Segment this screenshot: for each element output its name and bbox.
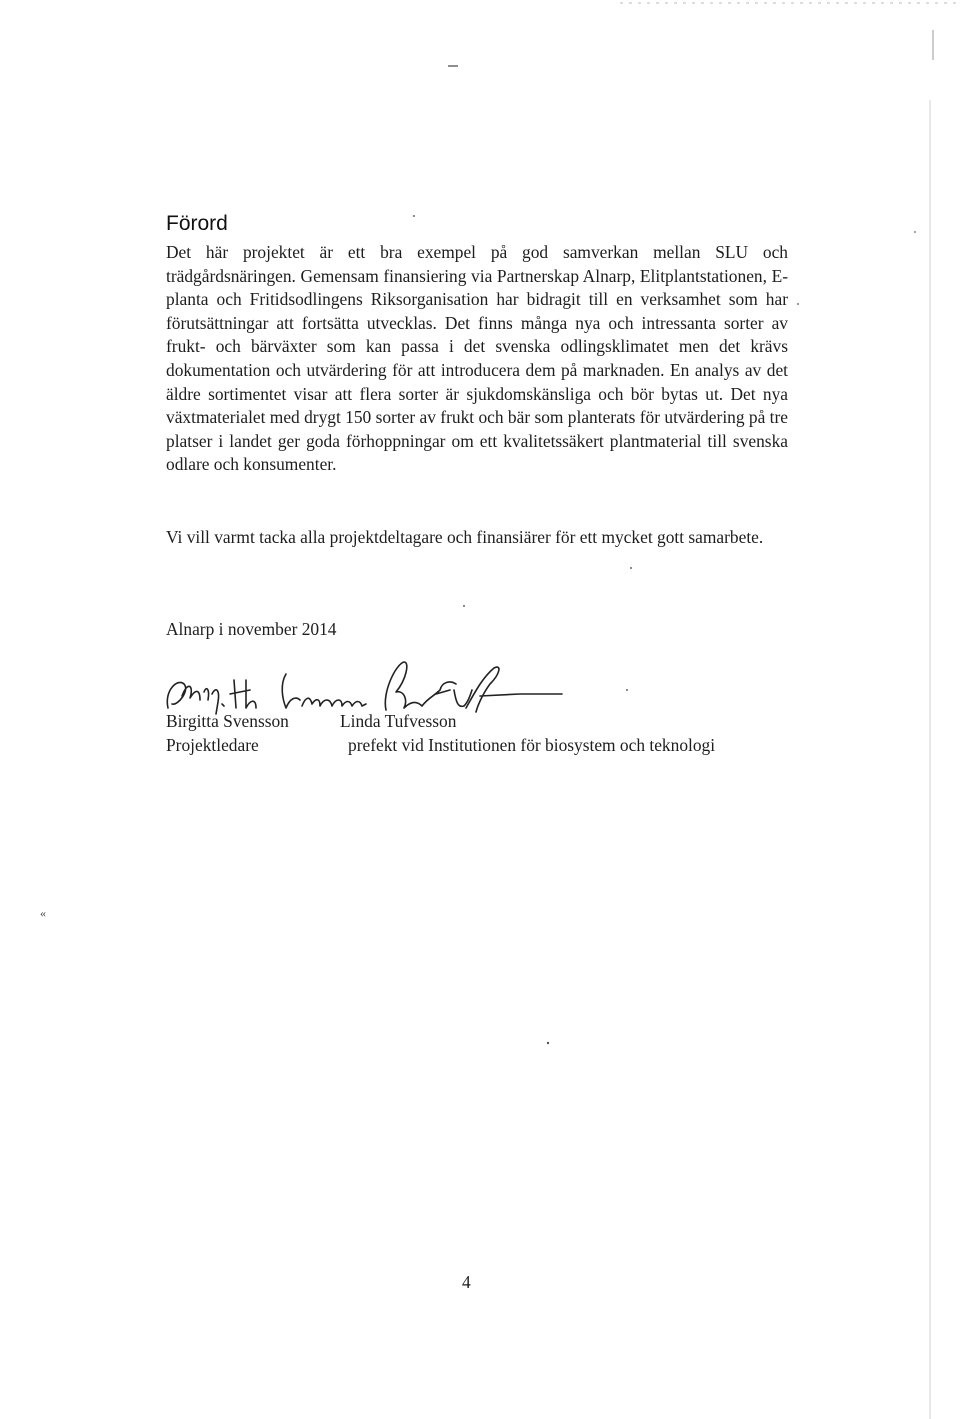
signatory-2-name: Linda Tufvesson bbox=[340, 711, 457, 731]
foreword-paragraph: Det här projektet är ett bra exempel på god samverkan mellan SLU och trädgårdsnäringen. Gemensam finansiering via Partnerskap Alnarp, Elitplantstationen, E-planta och Fritidsodlingens Riksorganisation har bidragit till en verksamhet som har förutsättningar att fortsätta utvecklas. Det finns många nya och intressanta sorter av frukt- och bärväxter som kan passa i det svenska odlingsklimatet men det krävs dokumentation och utvärdering för att introducera dem på marknaden. En analys av det äldre sortimentet visar att flera sorter är sjukdomskänsliga och bör bytas ut. Det nya växtmaterialet med drygt 150 sorter av frukt och bär som planterats för utvärdering på tre platser i landet ger goda förhoppningar om ett kvalitetssäkert plantmaterial till svenska odlare och konsumenter. bbox=[166, 242, 788, 475]
signatory-2-role: prefekt vid Institutionen för biosystem och teknologi bbox=[348, 735, 716, 755]
place-date-line: Alnarp i november 2014 bbox=[166, 619, 337, 639]
handwritten-signatures bbox=[160, 650, 590, 720]
page-number: 4 bbox=[462, 1272, 471, 1292]
thanks-paragraph: Vi vill varmt tacka alla projektdeltagare och finansiärer för ett mycket gott samarbete. bbox=[166, 527, 764, 547]
signatory-1-role: Projektledare bbox=[166, 735, 259, 755]
signatory-1-name: Birgitta Svensson bbox=[166, 711, 289, 731]
page-title: Förord bbox=[166, 212, 228, 235]
svg-text:«: « bbox=[40, 906, 46, 920]
